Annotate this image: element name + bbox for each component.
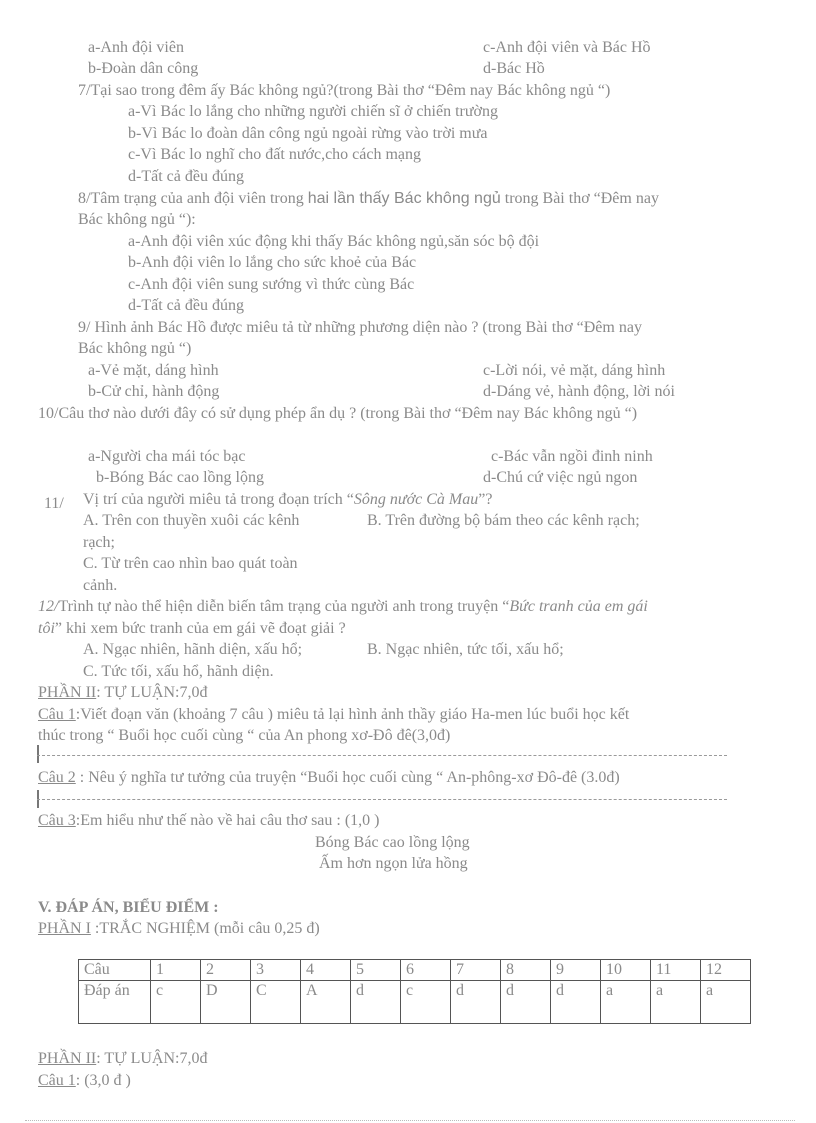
table-cell: a xyxy=(601,981,651,1024)
q12-number: 12/ xyxy=(38,598,59,615)
q12-question-title: Bức tranh của em gái xyxy=(509,598,648,615)
q11-question-post: ”? xyxy=(478,491,493,508)
q10-option-a: a-Người cha mái tóc bạc xyxy=(88,448,246,465)
table-cell: Đáp án xyxy=(79,981,151,1024)
q11-option-c: C. Từ trên cao nhìn bao quát toàn xyxy=(83,555,298,572)
table-cell: 6 xyxy=(401,960,451,981)
page-bottom-border xyxy=(25,1120,795,1121)
answers-part1-label: PHẦN I xyxy=(38,920,91,937)
q7-option-d: d-Tất cả đều đúng xyxy=(128,168,244,185)
table-cell: A xyxy=(301,981,351,1024)
cau1-line1 xyxy=(38,705,629,725)
cau1-text1: :Viết đoạn văn (khoảng 7 câu ) miêu tả lại hình ảnh thầy giáo Ha-men lúc buổi học kết xyxy=(75,706,630,723)
q7-question: 7/Tại sao trong đêm ấy Bác không ngủ?(trong Bài thơ “Đêm nay Bác không ngủ “) xyxy=(78,82,611,99)
q9-option-b: b-Cử chỉ, hành động xyxy=(88,383,220,400)
q9-question-line2: Bác không ngủ “) xyxy=(78,340,192,357)
q8-question xyxy=(78,189,659,209)
part2-label: PHẦN II xyxy=(38,684,97,701)
table-cell: 8 xyxy=(501,960,551,981)
table-cell: 1 xyxy=(151,960,201,981)
answer-table-row xyxy=(79,981,751,1024)
q8-option-a: a-Anh đội viên xúc động khi thấy Bác không ngủ,săn sóc bộ đội xyxy=(128,233,540,250)
q12-option-a: A. Ngạc nhiên, hãnh diện, xấu hổ; xyxy=(83,641,303,658)
q8-option-b: b-Anh đội viên lo lắng cho sức khoẻ của Bác xyxy=(128,254,417,271)
cau2 xyxy=(38,768,620,788)
table-cell: C xyxy=(251,981,301,1024)
q7-option-c: c-Vì Bác lo nghĩ cho đất nước,cho cách mạng xyxy=(128,146,422,163)
q7-option-a: a-Vì Bác lo lắng cho những người chiến sĩ ở chiến trường xyxy=(128,103,498,120)
answers-part2-label: PHẦN II xyxy=(38,1050,97,1067)
q11-option-c-cont: cảnh. xyxy=(83,577,118,594)
q12-option-b: B. Ngạc nhiên, tức tối, xấu hổ; xyxy=(367,641,564,658)
q8-option-c: c-Anh đội viên sung sướng vì thức cùng Bác xyxy=(128,276,415,293)
table-cell: 10 xyxy=(601,960,651,981)
q10-option-c: c-Bác vẫn ngồi đinh ninh xyxy=(491,448,653,465)
answer-line-2 xyxy=(37,799,727,800)
q11-question xyxy=(83,490,492,510)
table-cell: 7 xyxy=(451,960,501,981)
q8-question-line2: Bác không ngủ “): xyxy=(78,211,196,228)
q9-question: 9/ Hình ảnh Bác Hồ được miêu tả từ những phương diện nào ? (trong Bài thơ “Đêm nay xyxy=(78,319,642,336)
table-cell: 5 xyxy=(351,960,401,981)
cau3-verse2: Ấm hơn ngọn lửa hồng xyxy=(319,855,468,872)
answers-cau1 xyxy=(38,1071,131,1091)
answer-line-1 xyxy=(37,755,727,756)
q10-question: 10/Câu thơ nào dưới đây có sử dụng phép ẩn dụ ? (trong Bài thơ “Đêm nay Bác không ngủ “) xyxy=(38,405,638,422)
table-cell: c xyxy=(151,981,201,1024)
q12-question-title-end: tôi xyxy=(38,620,55,637)
part2-heading xyxy=(38,683,207,703)
table-cell: D xyxy=(201,981,251,1024)
q8-question-emphasis: hai lần thấy Bác không ngủ xyxy=(307,190,501,207)
q6-option-b: b-Đoàn dân công xyxy=(88,60,199,77)
q11-option-a-cont: rạch; xyxy=(83,534,115,551)
q8-question-part3: trong Bài thơ “Đêm nay xyxy=(500,190,659,207)
q10-option-b: b-Bóng Bác cao lồng lộng xyxy=(96,469,264,486)
cau3 xyxy=(38,811,380,831)
cau2-text: : Nêu ý nghĩa tư tưởng của truyện “Buổi học cuối cùng “ An-phông-xơ Đô-đê (3.0đ) xyxy=(75,769,620,786)
q9-option-d: d-Dáng vẻ, hành động, lời nói xyxy=(483,383,675,400)
table-cell: d xyxy=(351,981,401,1024)
cau1-label: Câu 1 xyxy=(38,706,76,723)
table-cell: 2 xyxy=(201,960,251,981)
table-cell: Câu xyxy=(79,960,151,981)
q12-question-pre: Trình tự nào thể hiện diễn biến tâm trạng của người anh trong truyện “ xyxy=(58,598,510,615)
cau1-line2: thúc trong “ Buổi học cuối cùng “ của An phong xơ-Đô đê(3,0đ) xyxy=(38,727,451,744)
answers-heading: V. ĐÁP ÁN, BIỂU ĐIỂM : xyxy=(38,899,219,916)
q9-option-c: c-Lời nói, vẻ mặt, dáng hình xyxy=(483,362,666,379)
q11-option-b: B. Trên đường bộ bám theo các kênh rạch; xyxy=(367,512,640,529)
answer-line-marker xyxy=(37,745,39,763)
cau3-label: Câu 3 xyxy=(38,812,76,829)
table-cell: 9 xyxy=(551,960,601,981)
answers-part2-heading xyxy=(38,1049,207,1069)
q8-question-part1: 8/Tâm trạng của anh đội viên trong xyxy=(78,190,308,207)
cau3-text: :Em hiểu như thế nào về hai câu thơ sau : (1,0 ) xyxy=(75,812,380,829)
q10-option-d: d-Chú cứ việc ngủ ngon xyxy=(483,469,638,486)
answers-cau1-label: Câu 1 xyxy=(38,1072,76,1089)
table-cell: 11 xyxy=(651,960,701,981)
q6-option-c: c-Anh đội viên và Bác Hồ xyxy=(483,39,651,56)
q12-option-c: C. Tức tối, xấu hổ, hãnh diện. xyxy=(83,663,274,680)
q11-question-title: Sông nước Cà Mau xyxy=(353,491,479,508)
table-cell: d xyxy=(501,981,551,1024)
q9-option-a: a-Vẻ mặt, dáng hình xyxy=(88,362,219,379)
q11-number: 11/ xyxy=(44,495,64,512)
cau3-verse1: Bóng Bác cao lồng lộng xyxy=(315,834,470,851)
table-cell: 12 xyxy=(701,960,751,981)
table-cell: c xyxy=(401,981,451,1024)
table-cell: d xyxy=(551,981,601,1024)
answers-part1-rest: :TRẮC NGHIỆM (mỗi câu 0,25 đ) xyxy=(90,920,320,937)
q7-option-b: b-Vì Bác lo đoàn dân công ngủ ngoài rừng vào trời mưa xyxy=(128,125,488,142)
cau2-label: Câu 2 xyxy=(38,769,76,786)
q12-question xyxy=(38,597,648,617)
table-cell: a xyxy=(651,981,701,1024)
answers-part1-heading xyxy=(38,919,320,939)
answers-part2-rest: : TỰ LUẬN:7,0đ xyxy=(96,1050,208,1067)
table-cell: 4 xyxy=(301,960,351,981)
table-cell: a xyxy=(701,981,751,1024)
q6-option-d: d-Bác Hồ xyxy=(483,60,545,77)
q12-question-line2 xyxy=(38,619,346,639)
q11-question-pre: Vị trí của người miêu tả trong đoạn trích “ xyxy=(83,491,354,508)
answers-cau1-rest: : (3,0 đ ) xyxy=(75,1072,131,1089)
table-cell: d xyxy=(451,981,501,1024)
q11-option-a: A. Trên con thuyền xuôi các kênh xyxy=(83,512,300,529)
q12-question-post: ” khi xem bức tranh của em gái vẽ đoạt giải ? xyxy=(54,620,346,637)
answer-table xyxy=(78,959,751,1024)
q8-option-d: d-Tất cả đều đúng xyxy=(128,297,244,314)
answer-table-row xyxy=(79,960,751,981)
q6-option-a: a-Anh đội viên xyxy=(88,39,184,56)
table-cell: 3 xyxy=(251,960,301,981)
part2-rest: : TỰ LUẬN:7,0đ xyxy=(96,684,208,701)
